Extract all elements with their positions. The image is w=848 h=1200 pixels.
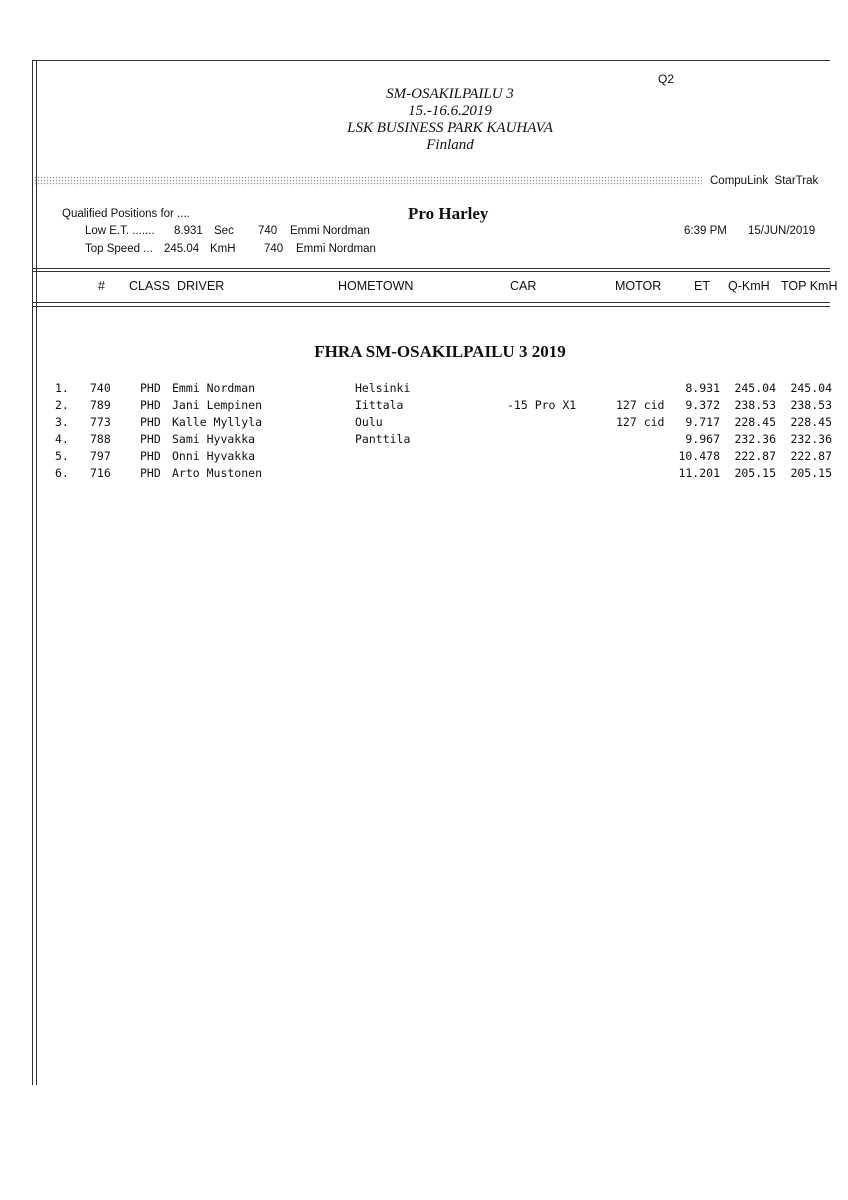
results-row-4 (0, 432, 848, 449)
cell-driver: Jani Lempinen (172, 398, 263, 412)
left-border-line-outer (32, 60, 33, 1085)
cell-number: 797 (90, 449, 111, 463)
top-speed-value: 245.04 (164, 243, 200, 255)
cell-top-kmh: 232.36 (790, 432, 832, 446)
top-speed-label: Top Speed ... (85, 243, 153, 255)
column-header-number: # (98, 279, 105, 293)
cell-driver: Onni Hyvakka (172, 449, 256, 463)
header-bottom-line (32, 302, 830, 303)
class-title: Pro Harley (408, 204, 489, 223)
cell-top-kmh: 245.04 (790, 381, 832, 395)
cell-q-kmh: 245.04 (734, 381, 776, 395)
top-border-line (32, 60, 830, 61)
cell-class: PHD (140, 398, 161, 412)
header-bottom-line-2 (32, 306, 830, 307)
report-date: 15/JUN/2019 (748, 225, 816, 237)
cell-motor: 127 cid (616, 398, 665, 412)
low-et-driver: Emmi Nordman (290, 225, 370, 237)
event-name: SM-OSAKILPAILU 3 (386, 86, 514, 102)
top-speed-unit: KmH (210, 243, 236, 255)
column-header-car: CAR (510, 279, 537, 293)
cell-et: 9.372 (685, 398, 720, 412)
cell-class: PHD (140, 466, 161, 480)
cell-top-kmh: 238.53 (790, 398, 832, 412)
cell-hometown: Panttila (355, 432, 411, 446)
cell-hometown: Oulu (355, 415, 383, 429)
cell-driver: Kalle Myllyla (172, 415, 263, 429)
report-time: 6:39 PM (684, 225, 727, 237)
results-row-2 (0, 398, 848, 415)
low-et-label: Low E.T. ....... (85, 225, 155, 237)
low-et-unit: Sec (214, 225, 234, 237)
cell-et: 11.201 (678, 466, 720, 480)
cell-position: 1. (55, 381, 69, 395)
cell-position: 4. (55, 432, 69, 446)
event-country: Finland (426, 137, 474, 153)
cell-motor: 127 cid (616, 415, 665, 429)
column-header-motor: MOTOR (615, 279, 662, 293)
system-label: CompuLink StarTrak (710, 175, 819, 187)
results-row-3 (0, 415, 848, 432)
cell-q-kmh: 205.15 (734, 466, 776, 480)
cell-et: 9.967 (685, 432, 720, 446)
cell-car: -15 Pro X1 (507, 398, 577, 412)
cell-q-kmh: 238.53 (734, 398, 776, 412)
cell-q-kmh: 232.36 (734, 432, 776, 446)
event-venue: LSK BUSINESS PARK KAUHAVA (347, 120, 553, 136)
cell-top-kmh: 222.87 (790, 449, 832, 463)
cell-position: 2. (55, 398, 69, 412)
cell-position: 5. (55, 449, 69, 463)
column-header-et: ET (694, 279, 710, 293)
results-row-5 (0, 449, 848, 466)
cell-class: PHD (140, 381, 161, 395)
cell-et: 9.717 (685, 415, 720, 429)
dotted-separator (34, 176, 702, 186)
cell-q-kmh: 228.45 (734, 415, 776, 429)
cell-driver: Sami Hyvakka (172, 432, 256, 446)
cell-position: 3. (55, 415, 69, 429)
cell-et: 8.931 (685, 381, 720, 395)
cell-top-kmh: 228.45 (790, 415, 832, 429)
column-header-q-kmh: Q-KmH (728, 279, 770, 293)
cell-class: PHD (140, 449, 161, 463)
low-et-car: 740 (258, 225, 278, 237)
low-et-value: 8.931 (174, 225, 203, 237)
cell-hometown: Iittala (355, 398, 404, 412)
column-header-driver: DRIVER (177, 279, 225, 293)
cell-number: 789 (90, 398, 111, 412)
results-row-6 (0, 466, 848, 483)
cell-number: 740 (90, 381, 111, 395)
left-border-line-inner (36, 60, 37, 1085)
cell-driver: Arto Mustonen (172, 466, 263, 480)
cell-number: 788 (90, 432, 111, 446)
cell-class: PHD (140, 432, 161, 446)
cell-driver: Emmi Nordman (172, 381, 256, 395)
column-header-top-kmh: TOP KmH (781, 279, 838, 293)
event-dates: 15.-16.6.2019 (408, 103, 492, 119)
column-header-class: CLASS (129, 279, 170, 293)
page-code: Q2 (658, 72, 675, 86)
section-title: FHRA SM-OSAKILPAILU 3 2019 (314, 342, 566, 361)
cell-class: PHD (140, 415, 161, 429)
top-speed-driver: Emmi Nordman (296, 243, 376, 255)
header-top-line (32, 268, 830, 269)
top-speed-car: 740 (264, 243, 284, 255)
header-top-line-2 (32, 271, 830, 272)
cell-position: 6. (55, 466, 69, 480)
cell-top-kmh: 205.15 (790, 466, 832, 480)
cell-q-kmh: 222.87 (734, 449, 776, 463)
cell-et: 10.478 (678, 449, 720, 463)
cell-number: 716 (90, 466, 111, 480)
cell-hometown: Helsinki (355, 381, 411, 395)
qualified-label: Qualified Positions for .... (62, 208, 190, 220)
results-row-1 (0, 381, 848, 398)
column-header-hometown: HOMETOWN (338, 279, 414, 293)
cell-number: 773 (90, 415, 111, 429)
